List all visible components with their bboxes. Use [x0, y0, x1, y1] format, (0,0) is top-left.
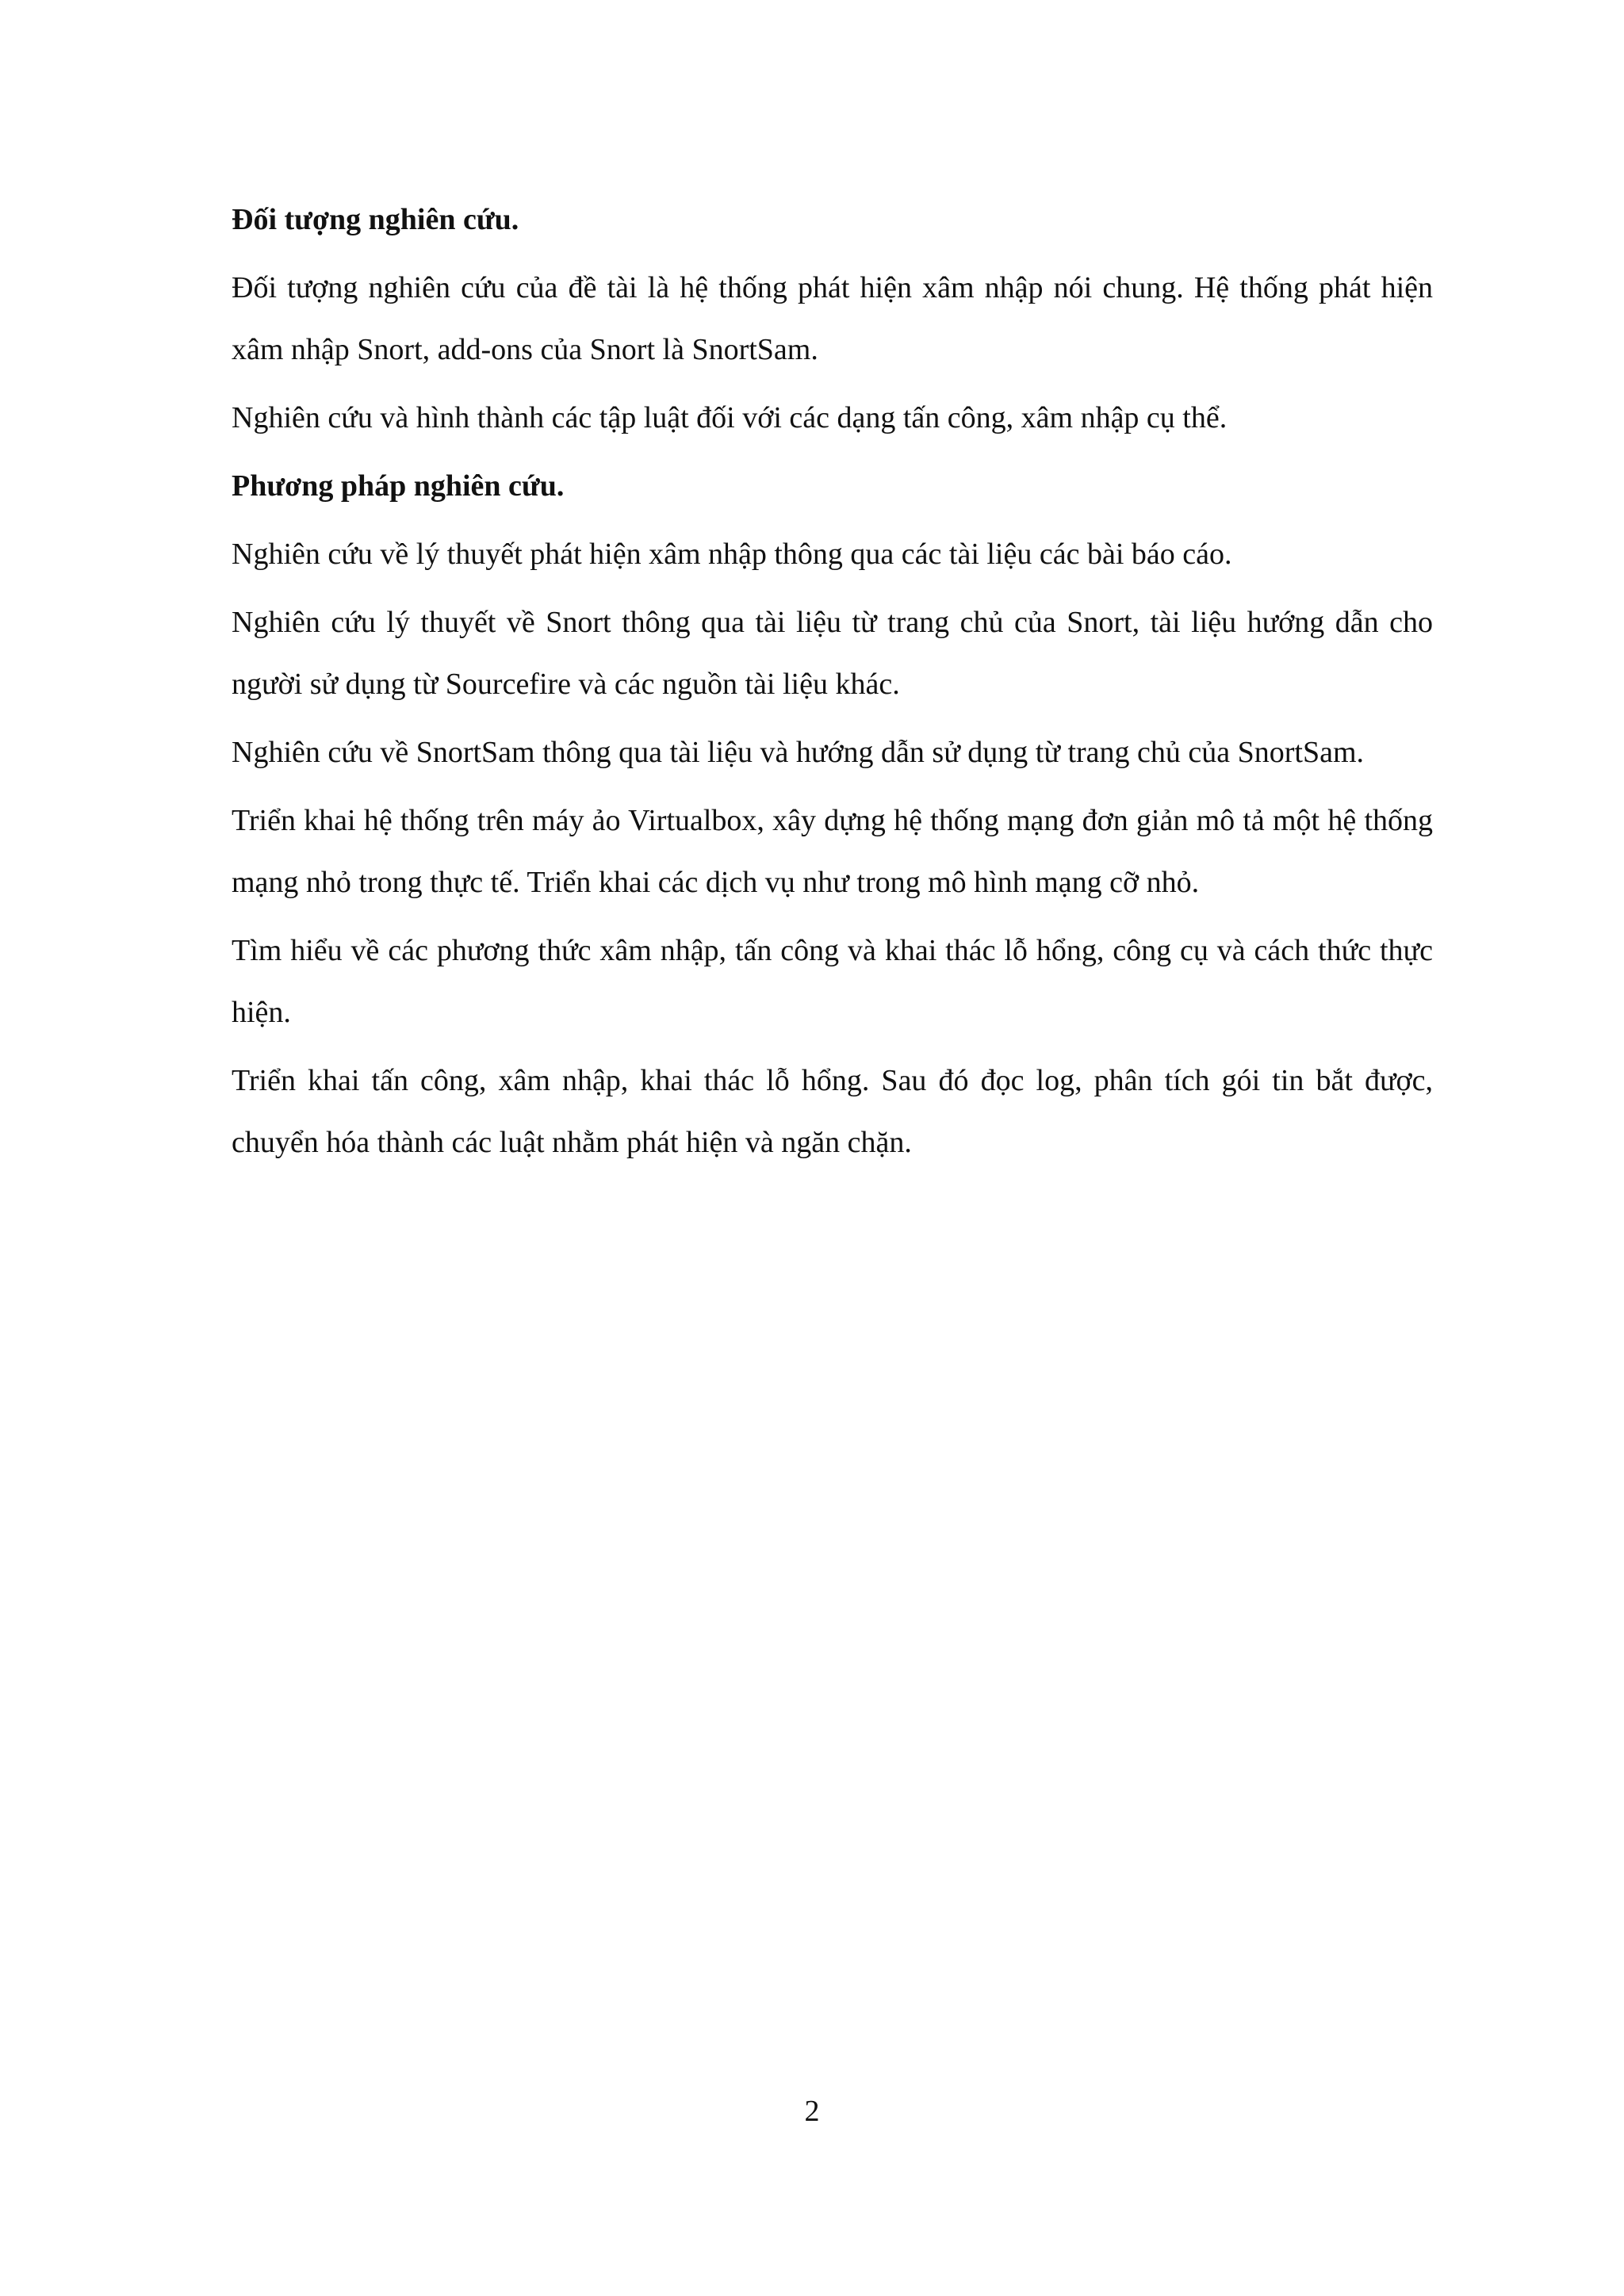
paragraph: Nghiên cứu và hình thành các tập luật đối với các dạng tấn công, xâm nhập cụ thể.: [232, 401, 1228, 434]
page-content: [232, 189, 1433, 1180]
paragraph: Đối tượng nghiên cứu của đề tài là hệ thống phát hiện xâm nhập nói chung. Hệ thống phát hiện xâm nhập Snort, add-ons của Snort là SnortSam.: [232, 271, 1433, 366]
paragraph: Nghiên cứu về lý thuyết phát hiện xâm nhập thông qua các tài liệu các bài báo cáo.: [232, 538, 1232, 571]
section-heading-research-method: Phương pháp nghiên cứu.: [232, 469, 565, 503]
paragraph: Tìm hiểu về các phương thức xâm nhập, tấn công và khai thác lỗ hổng, công cụ và cách thức thực hiện.: [232, 934, 1433, 1029]
section-heading-research-object: Đối tượng nghiên cứu.: [232, 203, 519, 236]
paragraph: Nghiên cứu lý thuyết về Snort thông qua tài liệu từ trang chủ của Snort, tài liệu hướng dẫn cho người sử dụng từ Sourcefire và các nguồn tài liệu khác.: [232, 606, 1433, 701]
paragraph: Triển khai tấn công, xâm nhập, khai thác lỗ hổng. Sau đó đọc log, phân tích gói tin bắt được, chuyển hóa thành các luật nhằm phát hiện và ngăn chặn.: [232, 1064, 1433, 1159]
paragraph: Triển khai hệ thống trên máy ảo Virtualbox, xây dựng hệ thống mạng đơn giản mô tả một hệ thống mạng nhỏ trong thực tế. Triển khai các dịch vụ như trong mô hình mạng cỡ nhỏ.: [232, 804, 1433, 899]
paragraph: Nghiên cứu về SnortSam thông qua tài liệu và hướng dẫn sử dụng từ trang chủ của SnortSam.: [232, 736, 1365, 769]
page-number: 2: [804, 2095, 820, 2128]
